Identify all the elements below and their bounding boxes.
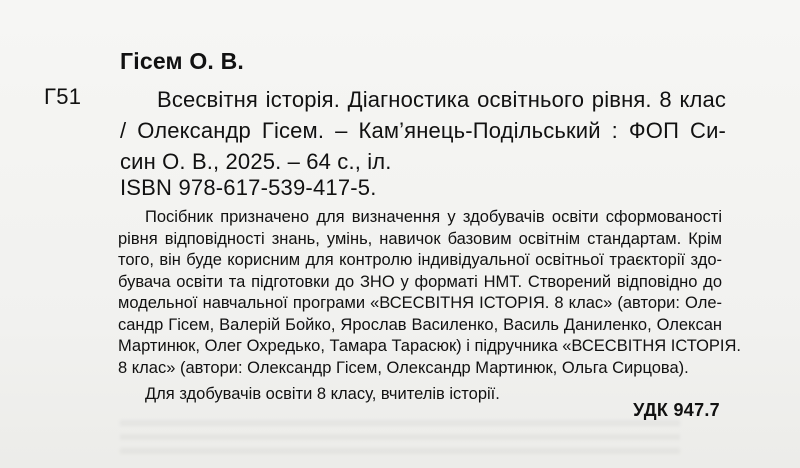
annotation-line: рівня відповідності знань, умінь, навичок базовим освітнім стандартам. Крім xyxy=(118,229,722,248)
author-heading: Гісем О. В. xyxy=(120,48,244,74)
annotation-line: Посібник призначено для визначення у здобувачів освіти сформованості xyxy=(145,208,722,226)
audience-line: Для здобувачів освіти 8 класу, вчителів історії. xyxy=(145,385,500,403)
show-through-texture xyxy=(120,420,680,460)
biblio-line: / Олександр Гісем. – Кам’янець-Подільський : ФОП Си- xyxy=(120,118,726,143)
isbn: ISBN 978-617-539-417-5. xyxy=(120,175,377,200)
annotation-line: того, він буде корисним для контролю індивідуальної освітньої траєкторії здо- xyxy=(118,251,722,269)
annotation xyxy=(118,207,742,406)
bibliographic-description xyxy=(120,84,726,177)
biblio-line: син О. В., 2025. – 64 с., іл. xyxy=(120,149,392,174)
annotation-line: сандр Гісем, Валерій Бойко, Ярослав Василенко, Василь Даниленко, Олексан xyxy=(118,315,722,334)
biblio-line: Всесвітня історія. Діагностика освітнього рівня. 8 клас xyxy=(157,87,726,112)
udk-code: УДК 947.7 xyxy=(633,400,720,420)
library-index: Г51 xyxy=(44,84,82,109)
annotation-line: Мартинюк, Олег Охредько, Тамара Тарасюк) і підручника «ВСЕСВІТНЯ ІСТОРІЯ. xyxy=(118,337,742,355)
annotation-line: 8 клас» (автори: Олександр Гісем, Олександр Мартинюк, Ольга Сирцова). xyxy=(118,358,689,377)
annotation-line: модельної навчальної програми «ВСЕСВІТНЯ ІСТОРІЯ. 8 клас» (автори: Оле- xyxy=(118,294,722,312)
annotation-line: бувача освіти та підготовки до ЗНО у форматі НМТ. Створений відповідно до xyxy=(118,272,722,291)
